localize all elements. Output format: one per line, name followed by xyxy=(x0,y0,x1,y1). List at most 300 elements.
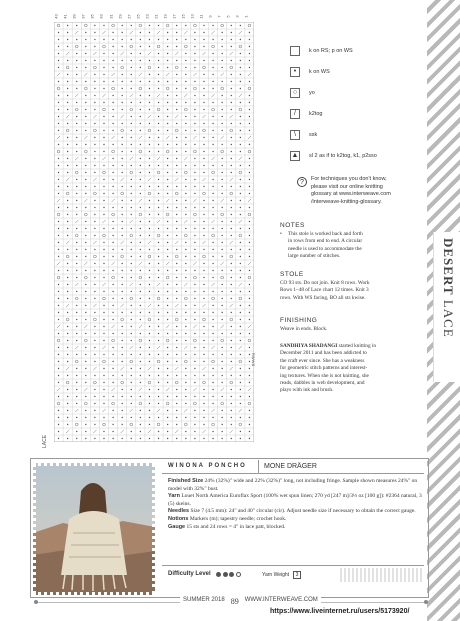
purl-symbol xyxy=(58,319,59,320)
purl-symbol xyxy=(212,291,213,292)
finishing-text: Weave in ends. Block. xyxy=(280,326,328,332)
purl-symbol xyxy=(212,326,213,327)
purl-symbol xyxy=(176,109,177,110)
purl-symbol xyxy=(94,361,95,362)
difficulty-label: Difficulty Level xyxy=(168,571,211,577)
purl-symbol xyxy=(112,186,113,187)
stole-line: rows. With WS facing, BO all sts kwise. xyxy=(280,294,366,301)
purl-symbol xyxy=(167,235,168,236)
purl-symbol xyxy=(194,179,195,180)
purl-symbol xyxy=(76,116,77,117)
purl-symbol xyxy=(149,375,150,376)
purl-symbol xyxy=(94,95,95,96)
detail-label: Yarn xyxy=(168,493,180,500)
purl-symbol xyxy=(140,207,141,208)
purl-symbol xyxy=(221,46,222,47)
purl-symbol xyxy=(158,354,159,355)
purl-symbol xyxy=(58,193,59,194)
purl-symbol xyxy=(167,305,168,306)
purl-symbol xyxy=(67,39,68,40)
purl-symbol xyxy=(185,207,186,208)
techniques-line: /interweave-knitting-glossary. xyxy=(311,198,382,205)
purl-symbol xyxy=(176,333,177,334)
purl-symbol xyxy=(212,249,213,250)
purl-symbol xyxy=(94,354,95,355)
purl-symbol xyxy=(131,389,132,390)
purl-symbol xyxy=(176,25,177,26)
purl-symbol xyxy=(185,242,186,243)
notes-line: in rows from end to end. A circular xyxy=(288,238,363,245)
purl-symbol xyxy=(158,263,159,264)
purl-symbol xyxy=(240,60,241,61)
purl-symbol xyxy=(167,347,168,348)
purl-symbol xyxy=(194,172,195,173)
purl-symbol xyxy=(240,214,241,215)
purl-symbol xyxy=(194,396,195,397)
purl-symbol xyxy=(212,81,213,82)
purl-symbol xyxy=(140,410,141,411)
purl-symbol xyxy=(240,382,241,383)
purl-symbol xyxy=(94,410,95,411)
purl-symbol xyxy=(249,109,250,110)
purl-symbol xyxy=(85,438,86,439)
purl-symbol xyxy=(167,291,168,292)
purl-symbol xyxy=(103,179,104,180)
purl-symbol xyxy=(67,95,68,96)
purl-symbol xyxy=(140,368,141,369)
purl-symbol xyxy=(85,396,86,397)
purl-symbol xyxy=(58,382,59,383)
bio-line: ing textures. When she is not knitting, she xyxy=(280,372,369,379)
purl-symbol xyxy=(112,354,113,355)
purl-symbol xyxy=(149,32,150,33)
purl-symbol xyxy=(140,256,141,257)
purl-symbol xyxy=(112,109,113,110)
chart-label: LACE xyxy=(42,434,48,448)
purl-symbol xyxy=(76,319,77,320)
purl-symbol xyxy=(158,277,159,278)
chart-column-number: 13 xyxy=(190,14,196,19)
purl-symbol xyxy=(158,382,159,383)
purl-symbol xyxy=(112,235,113,236)
purl-symbol xyxy=(167,53,168,54)
purl-symbol xyxy=(76,340,77,341)
purl-symbol xyxy=(103,193,104,194)
purl-symbol xyxy=(103,214,104,215)
purl-symbol xyxy=(194,60,195,61)
purl-symbol xyxy=(158,186,159,187)
purl-symbol xyxy=(221,207,222,208)
purl-symbol xyxy=(249,123,250,124)
purl-symbol xyxy=(76,25,77,26)
purl-symbol xyxy=(140,284,141,285)
purl-symbol xyxy=(249,130,250,131)
purl-symbol xyxy=(67,102,68,103)
purl-symbol xyxy=(112,193,113,194)
purl-symbol xyxy=(103,368,104,369)
purl-symbol xyxy=(249,235,250,236)
purl-symbol xyxy=(176,291,177,292)
purl-symbol xyxy=(221,368,222,369)
purl-symbol xyxy=(167,116,168,117)
purl-symbol xyxy=(203,340,204,341)
purl-symbol xyxy=(185,25,186,26)
purl-symbol xyxy=(149,186,150,187)
purl-symbol xyxy=(121,102,122,103)
purl-symbol xyxy=(103,60,104,61)
chart-key xyxy=(290,42,420,168)
purl-symbol xyxy=(58,95,59,96)
purl-symbol xyxy=(58,284,59,285)
purl-symbol xyxy=(185,375,186,376)
purl-symbol xyxy=(85,410,86,411)
purl-symbol xyxy=(112,207,113,208)
purl-symbol xyxy=(149,263,150,264)
purl-symbol xyxy=(167,396,168,397)
purl-symbol xyxy=(58,123,59,124)
purl-symbol xyxy=(103,137,104,138)
designer-name: SANDHIYA SHADANGI xyxy=(280,343,338,349)
purl-symbol xyxy=(140,291,141,292)
techniques-line: For techniques you don't know, xyxy=(311,176,387,182)
purl-symbol xyxy=(121,228,122,229)
purl-symbol xyxy=(85,235,86,236)
purl-symbol xyxy=(67,200,68,201)
purl-symbol xyxy=(240,228,241,229)
purl-symbol xyxy=(176,284,177,285)
purl-symbol xyxy=(121,144,122,145)
purl-symbol xyxy=(249,368,250,369)
purl-symbol xyxy=(249,312,250,313)
purl-symbol xyxy=(76,242,77,243)
purl-symbol xyxy=(140,361,141,362)
purl-symbol xyxy=(112,123,113,124)
chart-grid xyxy=(54,22,254,442)
purl-symbol xyxy=(221,431,222,432)
purl-symbol xyxy=(194,221,195,222)
purl-symbol xyxy=(231,263,232,264)
purl-symbol xyxy=(140,221,141,222)
purl-symbol xyxy=(231,151,232,152)
purl-symbol xyxy=(94,291,95,292)
purl-symbol xyxy=(76,186,77,187)
purl-symbol xyxy=(212,312,213,313)
purl-symbol xyxy=(94,165,95,166)
purl-symbol xyxy=(176,410,177,411)
purl-symbol xyxy=(194,284,195,285)
purl-symbol xyxy=(221,438,222,439)
purl-symbol xyxy=(158,333,159,334)
purl-symbol xyxy=(58,165,59,166)
purl-symbol xyxy=(203,74,204,75)
purl-symbol xyxy=(212,200,213,201)
purl-symbol xyxy=(240,403,241,404)
purl-symbol xyxy=(149,354,150,355)
purl-symbol xyxy=(167,256,168,257)
purl-symbol xyxy=(167,95,168,96)
purl-symbol xyxy=(158,368,159,369)
purl-symbol xyxy=(221,396,222,397)
purl-symbol xyxy=(221,109,222,110)
purl-symbol xyxy=(58,116,59,117)
purl-symbol xyxy=(240,242,241,243)
purl-symbol xyxy=(221,249,222,250)
purl-symbol xyxy=(221,410,222,411)
purl-symbol xyxy=(140,81,141,82)
purl-symbol xyxy=(240,277,241,278)
purl-symbol xyxy=(85,60,86,61)
purl-symbol xyxy=(203,165,204,166)
purl-symbol xyxy=(140,102,141,103)
purl-symbol xyxy=(112,179,113,180)
purl-symbol xyxy=(131,256,132,257)
purl-symbol xyxy=(221,102,222,103)
purl-symbol xyxy=(231,207,232,208)
purl-symbol xyxy=(103,25,104,26)
purl-symbol xyxy=(85,382,86,383)
purl-symbol xyxy=(121,312,122,313)
purl-symbol xyxy=(67,109,68,110)
purl-symbol xyxy=(112,46,113,47)
purl-symbol xyxy=(249,424,250,425)
chart-column-number: 41 xyxy=(62,14,68,19)
purl-symbol xyxy=(121,438,122,439)
purl-symbol xyxy=(131,305,132,306)
purl-symbol xyxy=(185,228,186,229)
purl-symbol xyxy=(212,403,213,404)
purl-symbol xyxy=(185,151,186,152)
purl-symbol xyxy=(85,368,86,369)
purl-symbol xyxy=(149,221,150,222)
purl-symbol xyxy=(240,186,241,187)
purl-symbol xyxy=(149,403,150,404)
purl-symbol xyxy=(85,53,86,54)
detail-entry: Yarn Louet North America Euroflax Sport (100% wet spun linen; 270 yd [247 m]/3⅓ oz [100 g]): #2364 natural, 3 (5) skeins. xyxy=(168,493,422,507)
purl-symbol xyxy=(112,424,113,425)
purl-symbol xyxy=(203,235,204,236)
purl-symbol xyxy=(131,123,132,124)
purl-symbol xyxy=(231,172,232,173)
purl-symbol xyxy=(203,417,204,418)
purl-symbol xyxy=(167,333,168,334)
project-designer: MONE DRÄGER xyxy=(264,463,317,470)
photo-border xyxy=(33,463,155,595)
purl-symbol xyxy=(203,186,204,187)
purl-symbol xyxy=(140,396,141,397)
purl-symbol xyxy=(112,172,113,173)
purl-symbol xyxy=(121,151,122,152)
purl-symbol xyxy=(249,81,250,82)
footer-dot-right xyxy=(424,600,428,604)
notes-line: large number of stitches. xyxy=(288,253,341,260)
purl-symbol xyxy=(131,25,132,26)
bio-line: SANDHIYA SHADANGI started knitting in xyxy=(280,343,377,349)
purl-symbol xyxy=(76,403,77,404)
purl-symbol xyxy=(249,228,250,229)
purl-symbol xyxy=(176,347,177,348)
purl-symbol xyxy=(103,242,104,243)
purl-symbol xyxy=(140,354,141,355)
purl-symbol xyxy=(85,130,86,131)
purl-symbol xyxy=(194,249,195,250)
purl-symbol xyxy=(131,179,132,180)
purl-symbol xyxy=(240,375,241,376)
purl-symbol xyxy=(140,438,141,439)
slash-left-icon: \ xyxy=(290,130,300,140)
chart-column-number: 3 xyxy=(234,15,240,18)
purl-symbol xyxy=(149,158,150,159)
purl-symbol xyxy=(149,284,150,285)
detail-label: Needles xyxy=(168,508,190,515)
purl-symbol xyxy=(231,39,232,40)
purl-symbol xyxy=(112,158,113,159)
purl-symbol xyxy=(94,424,95,425)
purl-symbol xyxy=(85,354,86,355)
purl-symbol xyxy=(249,319,250,320)
purl-symbol xyxy=(94,249,95,250)
purl-symbol xyxy=(149,144,150,145)
purl-symbol xyxy=(212,228,213,229)
purl-symbol xyxy=(203,137,204,138)
purl-symbol xyxy=(176,74,177,75)
purl-symbol xyxy=(221,424,222,425)
purl-symbol xyxy=(203,158,204,159)
purl-symbol xyxy=(103,403,104,404)
purl-symbol xyxy=(76,431,77,432)
purl-symbol xyxy=(94,60,95,61)
purl-symbol xyxy=(85,228,86,229)
purl-symbol xyxy=(167,186,168,187)
purl-symbol xyxy=(185,263,186,264)
purl-symbol xyxy=(176,137,177,138)
purl-symbol xyxy=(194,291,195,292)
purl-symbol xyxy=(94,200,95,201)
purl-symbol xyxy=(176,263,177,264)
purl-symbol xyxy=(67,389,68,390)
purl-symbol xyxy=(112,67,113,68)
purl-symbol xyxy=(203,396,204,397)
purl-symbol xyxy=(58,158,59,159)
purl-symbol xyxy=(149,417,150,418)
purl-symbol xyxy=(58,67,59,68)
purl-symbol xyxy=(194,32,195,33)
purl-symbol xyxy=(203,46,204,47)
purl-symbol xyxy=(131,39,132,40)
purl-symbol xyxy=(185,270,186,271)
purl-symbol xyxy=(176,123,177,124)
purl-symbol xyxy=(121,270,122,271)
purl-symbol xyxy=(176,214,177,215)
purl-symbol xyxy=(103,319,104,320)
purl-symbol xyxy=(131,200,132,201)
purl-symbol xyxy=(94,375,95,376)
techniques-text xyxy=(311,176,391,206)
purl-symbol xyxy=(103,165,104,166)
purl-symbol xyxy=(140,158,141,159)
purl-symbol xyxy=(240,102,241,103)
purl-symbol xyxy=(240,263,241,264)
purl-symbol xyxy=(85,32,86,33)
chart-column-number: 7 xyxy=(216,15,222,18)
purl-symbol xyxy=(67,221,68,222)
purl-symbol xyxy=(149,200,150,201)
purl-symbol xyxy=(194,319,195,320)
purl-symbol xyxy=(158,179,159,180)
purl-symbol xyxy=(140,347,141,348)
purl-symbol xyxy=(231,200,232,201)
purl-symbol xyxy=(221,256,222,257)
chart-column-number: 11 xyxy=(199,14,205,19)
purl-symbol xyxy=(212,151,213,152)
purl-symbol xyxy=(76,123,77,124)
detail-label: Notions xyxy=(168,515,189,522)
purl-symbol xyxy=(140,424,141,425)
purl-symbol xyxy=(249,193,250,194)
purl-symbol xyxy=(231,340,232,341)
purl-symbol xyxy=(249,333,250,334)
purl-symbol xyxy=(112,165,113,166)
purl-symbol xyxy=(121,172,122,173)
purl-symbol xyxy=(140,130,141,131)
purl-symbol xyxy=(140,193,141,194)
purl-symbol xyxy=(167,312,168,313)
purl-symbol xyxy=(149,172,150,173)
purl-symbol xyxy=(249,410,250,411)
purl-symbol xyxy=(194,39,195,40)
purl-symbol xyxy=(185,431,186,432)
purl-symbol xyxy=(167,179,168,180)
purl-symbol xyxy=(249,284,250,285)
purl-symbol xyxy=(67,186,68,187)
purl-symbol xyxy=(249,249,250,250)
purl-symbol xyxy=(121,95,122,96)
key-row xyxy=(290,105,420,122)
purl-symbol xyxy=(121,417,122,418)
purl-symbol xyxy=(103,186,104,187)
purl-symbol xyxy=(112,347,113,348)
purl-symbol xyxy=(203,151,204,152)
purl-symbol xyxy=(185,396,186,397)
purl-symbol xyxy=(149,228,150,229)
purl-symbol xyxy=(85,81,86,82)
purl-symbol xyxy=(140,39,141,40)
purl-symbol xyxy=(131,151,132,152)
purl-symbol xyxy=(121,291,122,292)
difficulty-level xyxy=(168,571,241,577)
difficulty-dots xyxy=(215,572,241,577)
difficulty-dot-icon xyxy=(223,572,228,577)
purl-symbol xyxy=(203,25,204,26)
purl-symbol xyxy=(249,256,250,257)
purl-symbol xyxy=(58,333,59,334)
purl-symbol xyxy=(149,298,150,299)
purl-symbol xyxy=(103,151,104,152)
purl-symbol xyxy=(176,200,177,201)
purl-symbol xyxy=(131,312,132,313)
purl-symbol xyxy=(121,326,122,327)
purl-symbol xyxy=(185,333,186,334)
purl-symbol xyxy=(76,165,77,166)
purl-symbol xyxy=(85,186,86,187)
purl-symbol xyxy=(240,270,241,271)
purl-symbol xyxy=(240,417,241,418)
source-watermark[interactable]: https://www.liveinternet.ru/users/5173920/ xyxy=(270,608,410,615)
purl-symbol xyxy=(67,347,68,348)
purl-symbol xyxy=(167,410,168,411)
purl-symbol xyxy=(167,165,168,166)
purl-symbol xyxy=(240,116,241,117)
purl-symbol xyxy=(112,39,113,40)
